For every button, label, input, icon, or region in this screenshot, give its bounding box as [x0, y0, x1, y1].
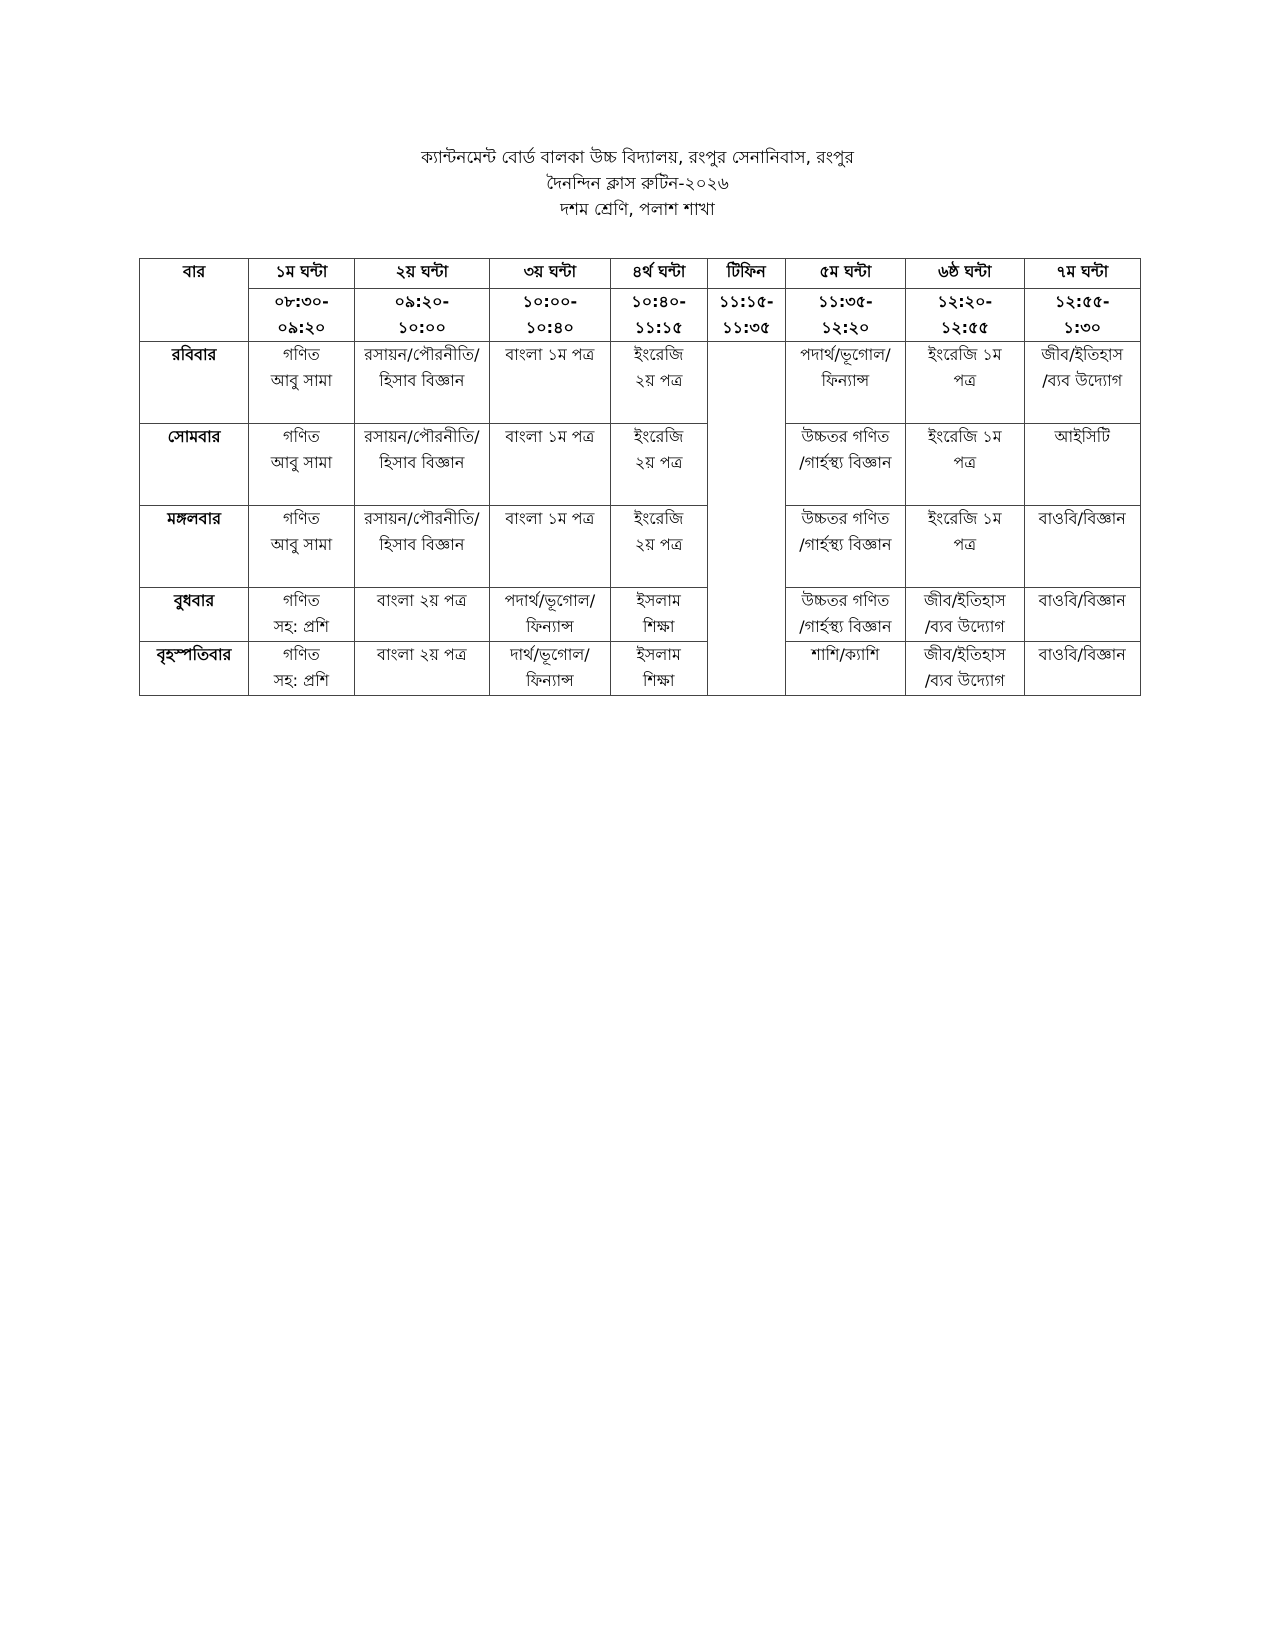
subject-subtext: ২য় পত্র — [634, 535, 683, 554]
class-cell — [610, 342, 707, 424]
table-row-monday — [140, 424, 1141, 506]
routine-table — [139, 258, 1141, 696]
subject-text: বাংলা ১ম পত্র — [505, 345, 595, 364]
subject-text: বাংলা ২য় পত্র — [377, 591, 467, 610]
class-cell — [785, 342, 905, 424]
column-header-tiffin: টিফিন — [707, 259, 785, 289]
subject-text: বাংলা ১ম পত্র — [505, 427, 595, 446]
column-header-period-2: ২য় ঘন্টা — [354, 259, 490, 289]
subject-subtext: আবু সামা — [270, 535, 333, 554]
class-cell — [354, 588, 490, 642]
class-cell — [354, 342, 490, 424]
subject-text: ইংরেজি ১ম — [927, 345, 1002, 364]
day-label: বৃহস্পতিবার — [140, 642, 249, 696]
subject-subtext: হিসাব বিজ্ঞান — [379, 535, 465, 554]
header-row — [140, 259, 1141, 289]
subject-text: জীব/ইতিহাস — [923, 645, 1006, 664]
time-cell-period-4 — [610, 289, 707, 342]
subject-subtext: /ব্যব উদ্যোগ — [924, 617, 1005, 636]
subject-subtext: হিসাব বিজ্ঞান — [379, 371, 465, 390]
time-start: ১২:২০- — [937, 292, 993, 311]
time-end: ১১:৩৫ — [722, 318, 771, 337]
time-start: ১০:৪০- — [631, 292, 686, 311]
subject-text: ইংরেজি ১ম — [927, 509, 1002, 528]
subject-text: বাংলা ২য় পত্র — [377, 645, 467, 664]
subject-subtext: ফিন্যান্স — [526, 671, 574, 690]
subject-text: জীব/ইতিহাস — [923, 591, 1006, 610]
subject-text: গণিত — [283, 427, 320, 446]
subject-text: গণিত — [283, 591, 320, 610]
subject-text: রসায়ন/পৌরনীতি/ — [364, 427, 480, 446]
tiffin-cell — [707, 342, 785, 696]
class-cell — [785, 506, 905, 588]
class-cell — [785, 588, 905, 642]
school-name: ক্যান্টনমেন্ট বোর্ড বালকা উচ্চ বিদ্যালয়, রংপুর সেনানিবাস, রংপুর — [421, 148, 854, 168]
subject-text: ইংরেজি — [634, 427, 684, 446]
subject-subtext: সহ: প্রশি — [273, 617, 330, 636]
class-section: দশম শ্রেণি, পলাশ শাখা — [560, 200, 715, 220]
column-header-period-5: ৫ম ঘন্টা — [785, 259, 905, 289]
time-start: ০৮:৩০- — [274, 292, 329, 311]
subject-text: শাশি/ক্যাশি — [811, 645, 880, 664]
subject-text: গণিত — [283, 509, 320, 528]
class-cell — [785, 642, 905, 696]
class-cell — [354, 506, 490, 588]
class-cell — [490, 424, 610, 506]
class-cell — [354, 424, 490, 506]
column-header-period-7: ৭ম ঘন্টা — [1024, 259, 1140, 289]
subject-text: গণিত — [283, 345, 320, 364]
subject-text: ইংরেজি — [634, 345, 684, 364]
subject-subtext: ফিন্যান্স — [821, 371, 870, 390]
subject-subtext: পত্র — [953, 371, 977, 390]
subject-text: বাংলা ১ম পত্র — [505, 509, 595, 528]
subject-subtext: /গার্হস্থ্য বিজ্ঞান — [799, 535, 892, 554]
class-cell — [1024, 424, 1140, 506]
subject-subtext: পত্র — [953, 535, 977, 554]
subject-subtext: ফিন্যান্স — [526, 617, 574, 636]
time-end: ১:৩০ — [1063, 318, 1102, 337]
subject-text: রসায়ন/পৌরনীতি/ — [364, 509, 480, 528]
subject-text: উচ্চতর গণিত — [801, 509, 890, 528]
column-header-period-3: ৩য় ঘন্টা — [490, 259, 610, 289]
time-end: ১২:৫৫ — [940, 318, 989, 337]
class-cell — [610, 588, 707, 642]
subject-text: বাওবি/বিজ্ঞান — [1038, 645, 1126, 664]
subject-subtext: /গার্হস্থ্য বিজ্ঞান — [799, 453, 892, 472]
time-cell-period-5 — [785, 289, 905, 342]
class-cell — [1024, 588, 1140, 642]
class-cell — [490, 342, 610, 424]
subject-subtext: আবু সামা — [270, 453, 333, 472]
day-label: রবিবার — [140, 342, 249, 424]
class-cell — [785, 424, 905, 506]
table-row-tuesday — [140, 506, 1141, 588]
subject-subtext: /ব্যব উদ্যোগ — [924, 671, 1005, 690]
subject-subtext: আবু সামা — [270, 371, 333, 390]
subject-subtext: শিক্ষা — [642, 617, 675, 636]
class-cell — [490, 642, 610, 696]
class-cell — [249, 342, 354, 424]
time-start: ১১:১৫- — [718, 292, 774, 311]
time-cell-period-6 — [906, 289, 1024, 342]
time-cell-tiffin — [707, 289, 785, 342]
time-cell-period-7 — [1024, 289, 1140, 342]
class-cell — [906, 588, 1024, 642]
subject-text: আইসিটি — [1054, 427, 1110, 446]
day-label: বুধবার — [140, 588, 249, 642]
time-end: ১১:১৫ — [634, 318, 683, 337]
subject-subtext: সহ: প্রশি — [273, 671, 330, 690]
time-end: ১২:২০ — [821, 318, 870, 337]
column-header-day: বার — [140, 259, 249, 342]
time-start: ১২:৫৫- — [1054, 292, 1110, 311]
class-cell — [906, 342, 1024, 424]
class-cell — [490, 588, 610, 642]
class-cell — [1024, 506, 1140, 588]
class-cell — [906, 642, 1024, 696]
class-cell — [249, 642, 354, 696]
subject-text: উচ্চতর গণিত — [801, 591, 890, 610]
subject-text: ইংরেজি ১ম — [927, 427, 1002, 446]
class-cell — [249, 424, 354, 506]
day-label: সোমবার — [140, 424, 249, 506]
time-row — [140, 289, 1141, 342]
subject-text: গণিত — [283, 645, 320, 664]
subject-text: পদার্থ/ভূগোল/ — [504, 591, 596, 610]
class-cell — [249, 588, 354, 642]
class-cell — [610, 506, 707, 588]
subject-text: রসায়ন/পৌরনীতি/ — [364, 345, 480, 364]
subject-text: ইংরেজি — [634, 509, 684, 528]
class-cell — [249, 506, 354, 588]
time-start: ১১:৩৫- — [818, 292, 873, 311]
time-end: ০৯:২০ — [277, 318, 326, 337]
time-cell-period-2 — [354, 289, 490, 342]
subject-text: জীব/ইতিহাস — [1041, 345, 1124, 364]
subject-subtext: ২য় পত্র — [634, 371, 683, 390]
column-header-period-4: ৪র্থ ঘন্টা — [610, 259, 707, 289]
day-label: মঙ্গলবার — [140, 506, 249, 588]
subject-subtext: /ব্যব উদ্যোগ — [1042, 371, 1123, 390]
time-start: ০৯:২০- — [394, 292, 450, 311]
class-cell — [490, 506, 610, 588]
subject-subtext: পত্র — [953, 453, 977, 472]
subject-subtext: /গার্হস্থ্য বিজ্ঞান — [799, 617, 892, 636]
subject-subtext: শিক্ষা — [642, 671, 675, 690]
subject-subtext: হিসাব বিজ্ঞান — [379, 453, 465, 472]
class-cell — [906, 424, 1024, 506]
time-end: ১০:৪০ — [525, 318, 574, 337]
time-start: ১০:০০- — [522, 292, 578, 311]
class-cell — [906, 506, 1024, 588]
class-cell — [1024, 342, 1140, 424]
column-header-period-1: ১ম ঘন্টা — [249, 259, 354, 289]
table-row-sunday — [140, 342, 1141, 424]
subject-subtext: ২য় পত্র — [634, 453, 683, 472]
class-cell — [610, 424, 707, 506]
table-row-thursday — [140, 642, 1141, 696]
document-header — [0, 145, 1275, 223]
subject-text: ইসলাম — [636, 591, 681, 610]
subject-text: উচ্চতর গণিত — [801, 427, 890, 446]
subject-text: ইসলাম — [636, 645, 681, 664]
column-header-period-6: ৬ষ্ঠ ঘন্টা — [906, 259, 1024, 289]
class-cell — [610, 642, 707, 696]
time-cell-period-3 — [490, 289, 610, 342]
routine-title: দৈনন্দিন ক্লাস রুটিন-২০২৬ — [546, 174, 729, 194]
subject-text: বাওবি/বিজ্ঞান — [1038, 509, 1126, 528]
time-cell-period-1 — [249, 289, 354, 342]
time-end: ১০:০০ — [397, 318, 446, 337]
subject-text: দার্থ/ভূগোল/ — [510, 645, 590, 664]
subject-text: বাওবি/বিজ্ঞান — [1038, 591, 1126, 610]
table-row-wednesday — [140, 588, 1141, 642]
class-cell — [1024, 642, 1140, 696]
subject-text: পদার্থ/ভূগোল/ — [800, 345, 891, 364]
class-cell — [354, 642, 490, 696]
